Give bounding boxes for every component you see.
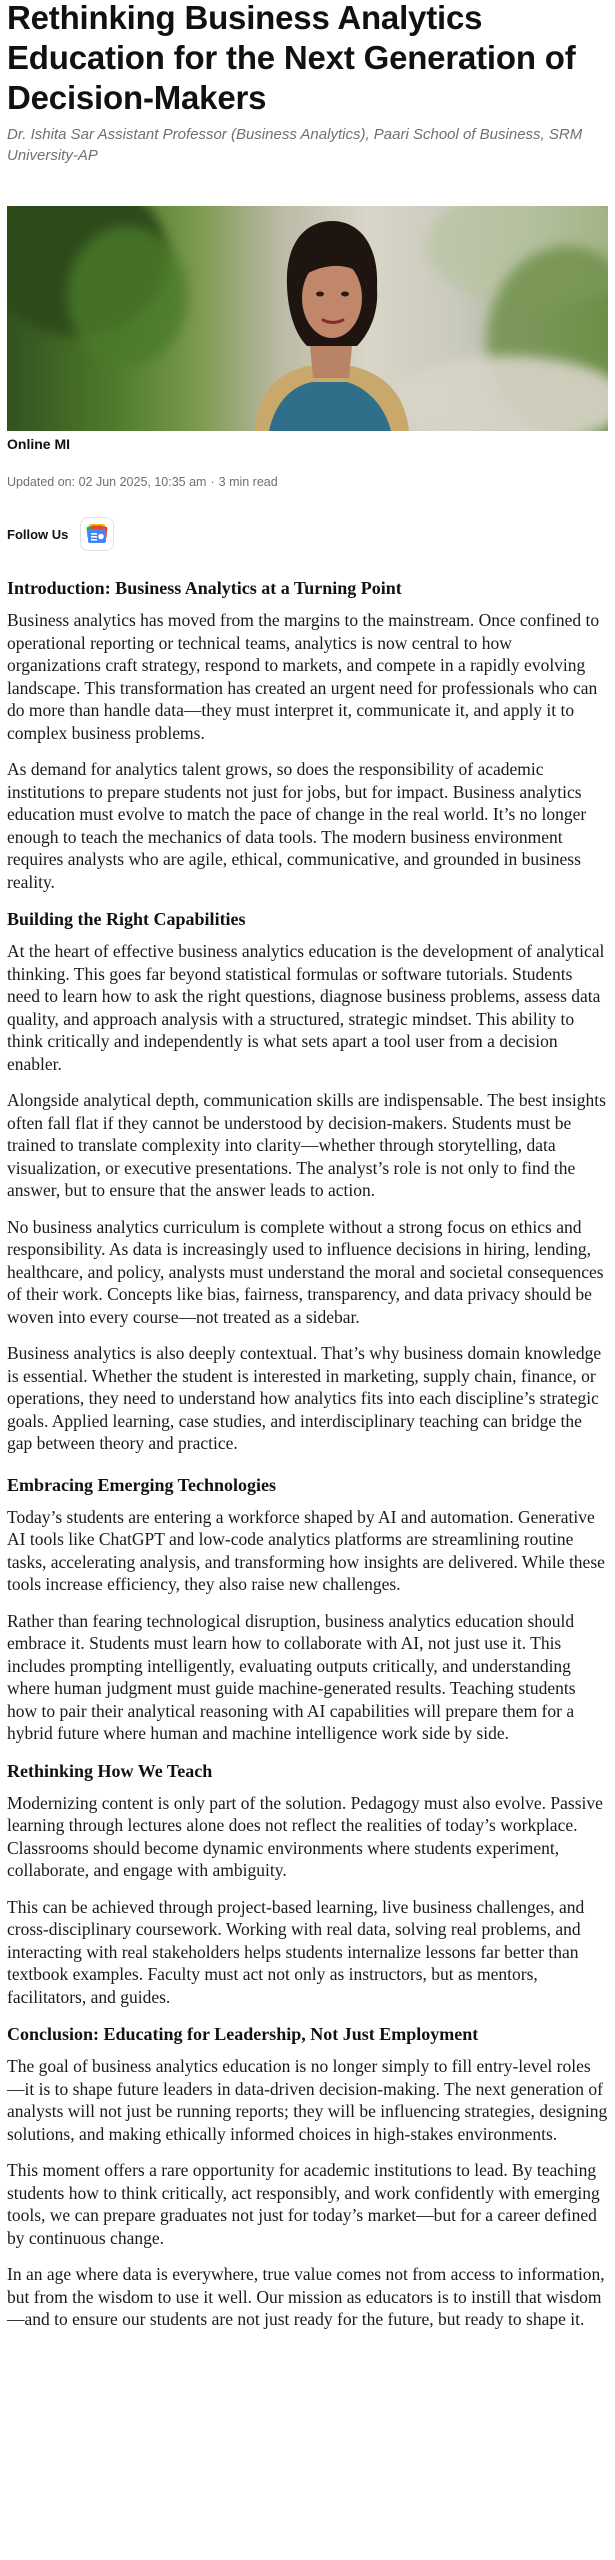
article-paragraph: Business analytics has moved from the margins to the mainstream. Once confined to operational reporting or technical teams, analytics is now central to how organizations craft strategy, respond to markets, and compete in a rapidly evolving landscape. This transformation has created an urgent need for professionals who can do more than handle data—they must interpret it, communicate it, and apply it to complex business problems. [7, 610, 600, 743]
article-paragraph: As demand for analytics talent grows, so does the responsibility of academic institutions to prepare students not just for jobs, but for impact. Business analytics education must evolve to match the pace of change in the real world. It’s no longer enough to teach the mechanics of data tools. The modern business environment requires analysts who are agile, ethical, communicative, and grounded in business reality. [7, 759, 587, 892]
google-news-icon[interactable] [80, 517, 114, 551]
article-paragraph: Alongside analytical depth, communication skills are indispensable. The best insights often fall flat if they cannot be understood by decision-makers. Students must be trained to translate complexity into clarity—whether through storytelling, data visualization, or executive presentations. The analyst’s role is not only to find the answer, but to ensure that the answer leads to action. [7, 1090, 606, 1200]
section-heading: Introduction: Business Analytics at a Turning Point [7, 578, 402, 598]
source-label: Online MI [7, 436, 70, 452]
article-paragraph: This can be achieved through project-based learning, live business challenges, and cross-disciplinary coursework. Working with real data, solving real problems, and interacting with real stakeholders helps students internalize lessons far better than textbook examples. Faculty must act not only as instructors, but as mentors, facilitators, and guides. [7, 1896, 585, 2007]
article-paragraph: No business analytics curriculum is complete without a strong focus on ethics and responsibility. As data is increasingly used to influence decisions in hiring, lending, healthcare, and policy, analysts must understand the moral and societal consequences of their work. Concepts like bias, fairness, transparency, and data privacy should be woven into every course—not treated as a sidebar. [7, 1216, 604, 1327]
section-heading: Rethinking How We Teach [7, 1760, 213, 1781]
article-paragraph: Modernizing content is only part of the solution. Pedagogy must also evolve. Passive learning through lectures alone does not reflect the realities of today’s workplace. Classrooms should become dynamic environments where students experiment, collaborate, and engage with ambiguity. [7, 1792, 603, 1880]
article-meta [7, 475, 608, 489]
article-paragraph: Business analytics is also deeply contextual. That’s why business domain knowledge is essential. Whether the student is interested in marketing, supply chain, finance, or operations, they need to understand how analytics fits into each discipline’s strategic goals. Applied learning, case studies, and interdisciplinary teaching can bridge the gap between theory and practice. [7, 1343, 602, 1453]
google-news-logo [86, 524, 108, 544]
updated-date: Updated on: 02 Jun 2025, 10:35 am [7, 475, 207, 489]
author-byline: Dr. Ishita Sar Assistant Professor (Business Analytics), Paari School of Business, SRM University-AP [7, 126, 583, 164]
portrait-illustration [7, 206, 608, 431]
meta-separator: · [210, 475, 215, 489]
read-time: 3 min read [218, 475, 278, 489]
article-paragraph: Today’s students are entering a workforce shaped by AI and automation. Generative AI tools like ChatGPT and low-code analytics platforms are streamlining routine tasks, accelerating analysis, and transforming how insights are delivered. While these tools increase efficiency, they also raise new challenges. [7, 1506, 605, 1594]
section-heading: Embracing Emerging Technologies [7, 1474, 277, 1495]
article-paragraph: In an age where data is everywhere, true value comes not from access to information, but from the wisdom to use it well. Our mission as educators is to instill that wisdom—and to ensure our students are not just ready for the future, but ready to shape it. [7, 2264, 605, 2329]
article-paragraph: The goal of business analytics education is no longer simply to fill entry-level roles—it is to shape future leaders in data-driven decision-making. The next generation of analysts will not just be running reports; they will be influencing strategies, designing solutions, and making ethically informed choices in high-stakes environments. [7, 2056, 608, 2144]
follow-us-row [7, 517, 608, 551]
section-heading: Building the Right Capabilities [7, 909, 246, 929]
article-body [7, 576, 608, 2331]
section-heading: Conclusion: Educating for Leadership, Not Just Employment [7, 2024, 479, 2044]
follow-us-label: Follow Us [7, 526, 69, 542]
hero-image [7, 206, 608, 431]
article-paragraph: Rather than fearing technological disruption, business analytics education should embrace it. Students must learn how to collaborate with AI, not just use it. This includes prompting intelligently, evaluating outputs critically, and understanding where human judgment must guide machine-generated results. Teaching students how to pair their analytical reasoning with AI capabilities will prepare them for a hybrid future where human and machine intelligence work side by side. [7, 1610, 576, 1743]
page-title: Rethinking Business Analytics Education for the Next Generation of Decision-Makers [7, 0, 576, 116]
article-paragraph: At the heart of effective business analytics education is the development of analytical thinking. This goes far beyond statistical formulas or software tutorials. Students need to learn how to ask the right questions, diagnose business problems, assess data quality, and approach analysis with a structured, strategic mindset. This ability to think critically and independently is what sets apart a tool user from a decision enabler. [7, 941, 605, 1074]
article-paragraph: This moment offers a rare opportunity for academic institutions to lead. By teaching students how to think critically, act responsibly, and work confidently with emerging tools, we can prepare graduates not just for today’s market—but for a career defined by continuous change. [7, 2160, 600, 2248]
